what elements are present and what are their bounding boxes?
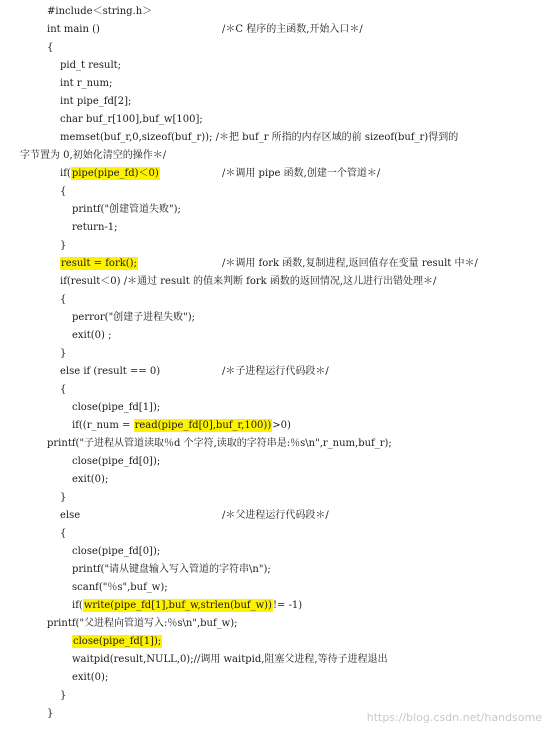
- highlighted-code: close(pipe_fd[1]);: [73, 636, 162, 647]
- code-text: if((r_num =: [72, 420, 134, 431]
- code-text: {: [60, 294, 67, 305]
- code-comment: /＊调用 pipe 函数,创建一个管道＊/: [222, 168, 381, 179]
- code-line: [72, 579, 168, 597]
- code-line: [47, 705, 53, 723]
- code-text: scanf("％s",buf_w);: [72, 582, 168, 593]
- code-text: #include＜string.h＞: [47, 6, 153, 17]
- code-line: [60, 345, 66, 363]
- code-line: [47, 21, 100, 39]
- code-text: if(: [60, 168, 71, 179]
- code-text: waitpid(result,NULL,0);//调用 waitpid,阻塞父进程,等待子进程退出: [72, 654, 388, 665]
- code-text: != -1): [272, 600, 303, 611]
- code-text: memset(buf_r,0,sizeof(buf_r)); /＊把 buf_r 所指的内存区域的前 sizeof(buf_r)得到的: [60, 132, 459, 143]
- code-line: [60, 111, 203, 129]
- code-text: {: [60, 528, 67, 539]
- code-text: close(pipe_fd[1]);: [72, 402, 161, 413]
- code-line: [60, 237, 66, 255]
- code-text: int main (): [47, 24, 100, 35]
- code-text: >0): [272, 420, 291, 431]
- code-line: [72, 417, 291, 435]
- code-line: [60, 291, 66, 309]
- code-line: [60, 363, 160, 381]
- code-line: [72, 399, 160, 417]
- code-text: char buf_r[100],buf_w[100];: [60, 114, 203, 125]
- code-line: [60, 165, 160, 183]
- code-line: [60, 687, 66, 705]
- code-text: int r_num;: [60, 78, 113, 89]
- code-line: [72, 201, 181, 219]
- code-line: [72, 597, 302, 615]
- code-line: [72, 309, 195, 327]
- code-line: [60, 183, 66, 201]
- code-text: {: [47, 42, 54, 53]
- code-text: }: [60, 690, 67, 701]
- code-line: [72, 471, 108, 489]
- code-text: printf("子进程从管道读取％d 个字符,读取的字符串是:％s\n",r_num,buf_r);: [47, 438, 392, 449]
- code-line: [72, 327, 112, 345]
- watermark: https://blog.csdn.net/handsome: [366, 711, 542, 724]
- code-text: }: [60, 492, 67, 503]
- code-line: [72, 633, 162, 651]
- code-text: if(result＜0) /＊通过 result 的值来判断 fork 函数的返回情况,这儿进行出错处理＊/: [60, 276, 437, 287]
- code-line: [47, 3, 152, 21]
- code-text: 字节置为 0,初始化清空的操作＊/: [20, 150, 167, 161]
- code-text: {: [60, 384, 67, 395]
- code-text: else if (result == 0): [60, 366, 161, 377]
- code-line: [47, 615, 238, 633]
- code-text: else: [60, 510, 81, 521]
- highlighted-code: read(pipe_fd[0],buf_r,100)): [134, 420, 272, 431]
- highlighted-code: pipe(pipe_fd)＜0): [71, 168, 159, 179]
- code-line: [72, 669, 108, 687]
- code-text: printf("父进程向管道写入:％s\n",buf_w);: [47, 618, 238, 629]
- highlighted-code: write(pipe_fd[1],buf_w,strlen(buf_w)): [83, 600, 272, 611]
- code-line: [60, 381, 66, 399]
- code-line: [60, 255, 138, 273]
- code-line: [60, 525, 66, 543]
- code-line: [47, 435, 392, 453]
- code-text: perror("创建子进程失败");: [72, 312, 196, 323]
- code-text: close(pipe_fd[0]);: [72, 456, 161, 467]
- code-line: [60, 75, 112, 93]
- code-text: if(: [72, 600, 83, 611]
- code-line: [60, 507, 80, 525]
- code-line: [60, 273, 436, 291]
- code-text: exit(0) ;: [72, 330, 112, 341]
- code-line: [72, 561, 271, 579]
- code-text: return-1;: [72, 222, 118, 233]
- code-line: [60, 129, 458, 147]
- code-text: {: [60, 186, 67, 197]
- code-line: [72, 651, 388, 669]
- code-line: [72, 219, 118, 237]
- code-text: }: [47, 708, 54, 719]
- code-text: }: [60, 240, 67, 251]
- code-line: [60, 489, 66, 507]
- code-text: }: [60, 348, 67, 359]
- code-text: exit(0);: [72, 672, 109, 683]
- code-text: exit(0);: [72, 474, 109, 485]
- code-line: [60, 93, 131, 111]
- code-text: close(pipe_fd[0]);: [72, 546, 161, 557]
- code-line: [72, 453, 160, 471]
- code-text: printf("创建管道失败");: [72, 204, 181, 215]
- highlighted-code: result = fork();: [61, 258, 137, 269]
- code-text: pid_t result;: [60, 60, 122, 71]
- code-text: printf("请从键盘输入写入管道的字符串\n");: [72, 564, 271, 575]
- code-comment: /＊子进程运行代码段＊/: [222, 366, 329, 377]
- code-comment: /＊父进程运行代码段＊/: [222, 510, 329, 521]
- code-text: int pipe_fd[2];: [60, 96, 132, 107]
- code-comment: /＊C 程序的主函数,开始入口＊/: [222, 24, 363, 35]
- code-comment: /＊调用 fork 函数,复制进程,返回值存在变量 result 中＊/: [222, 258, 478, 269]
- code-line: [20, 147, 166, 165]
- code-line: [72, 543, 160, 561]
- code-line: [47, 39, 53, 57]
- code-line: [60, 57, 121, 75]
